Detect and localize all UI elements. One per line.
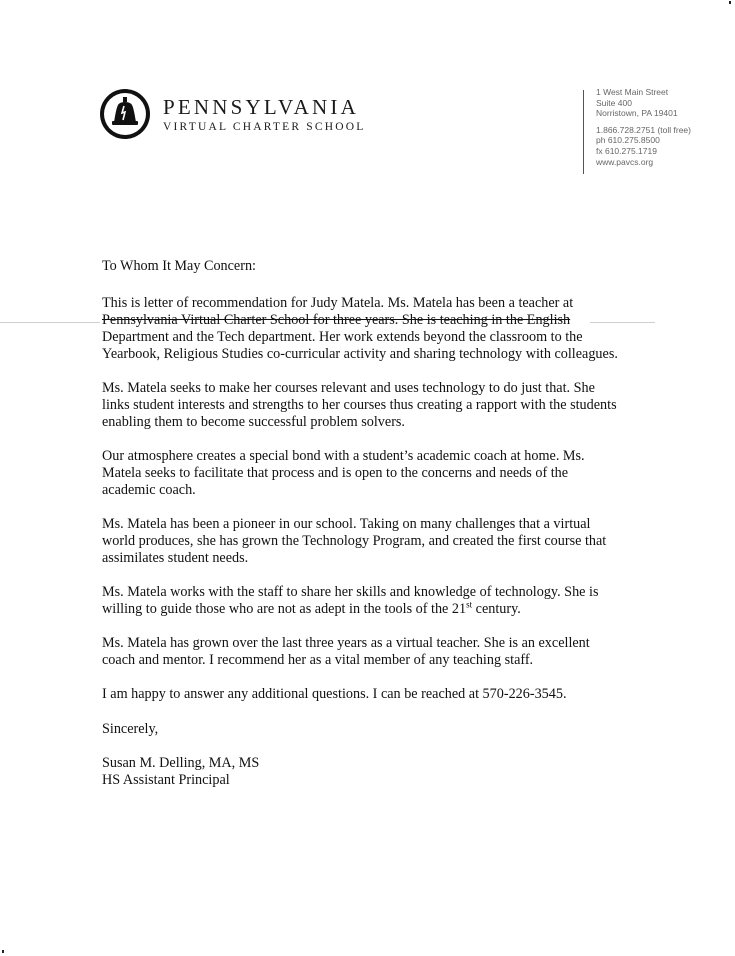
- paragraph-3: Our atmosphere creates a special bond with a student’s academic coach at home. Ms. Matela seeks to facilitate that process and is open to the concerns and needs of the academic coach.: [102, 448, 585, 498]
- signer-name: Susan M. Delling, MA, MS: [102, 755, 260, 771]
- organization-name: PENNSYLVANIA: [163, 95, 359, 119]
- address-line-3: Norristown, PA 19401: [596, 108, 678, 119]
- closing: Sincerely,: [102, 721, 159, 737]
- salutation: To Whom It May Concern:: [102, 258, 256, 274]
- website: www.pavcs.org: [596, 156, 654, 167]
- paragraph-1-struck-line: Pennsylvania Virtual Charter School for three years. She is teaching in the English: [102, 312, 571, 328]
- address-line-2: Suite 400: [596, 97, 632, 108]
- fax-number: fx 610.275.1719: [596, 145, 657, 156]
- address-line-1: 1 West Main Street: [596, 87, 669, 97]
- scan-artifact-left: [0, 322, 100, 323]
- paragraph-1: [102, 295, 622, 363]
- paragraph-5-end: century.: [472, 601, 521, 617]
- paragraph-7: I am happy to answer any additional questions. I can be reached at 570-226-3545.: [102, 686, 567, 702]
- contact-divider: [583, 90, 584, 174]
- paragraph-1-rest: Department and the Tech department. Her work extends beyond the classroom to the Yearbook, Religious Studies co-curricular activity and sharing technology with colleagues.: [102, 329, 618, 362]
- paragraph-1-line-1: This is letter of recommendation for Judy Matela. Ms. Matela has been a teacher at: [102, 295, 574, 311]
- paragraph-5-text: Ms. Matela works with the staff to share her skills and knowledge of technology. She is willing to guide those who are not as adept in the tools of the 21: [102, 584, 599, 617]
- organization-subtitle: VIRTUAL CHARTER SCHOOL: [163, 121, 366, 133]
- scan-corner-mark: [729, 1, 731, 4]
- paragraph-2: Ms. Matela seeks to make her courses relevant and uses technology to do just that. She links student interests and strengths to her courses thus creating a rapport with the students enabling them to become successful problem solvers.: [102, 380, 617, 430]
- phone-tollfree: 1.866.728.2751 (toll free): [596, 124, 691, 135]
- liberty-bell-icon: [98, 87, 152, 141]
- paragraph-4: Ms. Matela has been a pioneer in our school. Taking on many challenges that a virtual world produces, she has grown the Technology Program, and created the first course that assimilates student needs.: [102, 516, 607, 566]
- letter-body: [102, 258, 622, 789]
- scan-artifact-right: [590, 322, 655, 323]
- contact-block: [596, 87, 691, 167]
- signer-title: HS Assistant Principal: [102, 772, 230, 788]
- paragraph-5: [102, 584, 622, 618]
- paragraph-6: Ms. Matela has grown over the last three years as a virtual teacher. She is an excellent coach and mentor. I recommend her as a vital member of any teaching staff.: [102, 635, 590, 668]
- phone-office: ph 610.275.8500: [596, 135, 660, 146]
- ordinal-suffix: st: [466, 599, 473, 610]
- scan-corner-mark-bottom: [2, 950, 4, 953]
